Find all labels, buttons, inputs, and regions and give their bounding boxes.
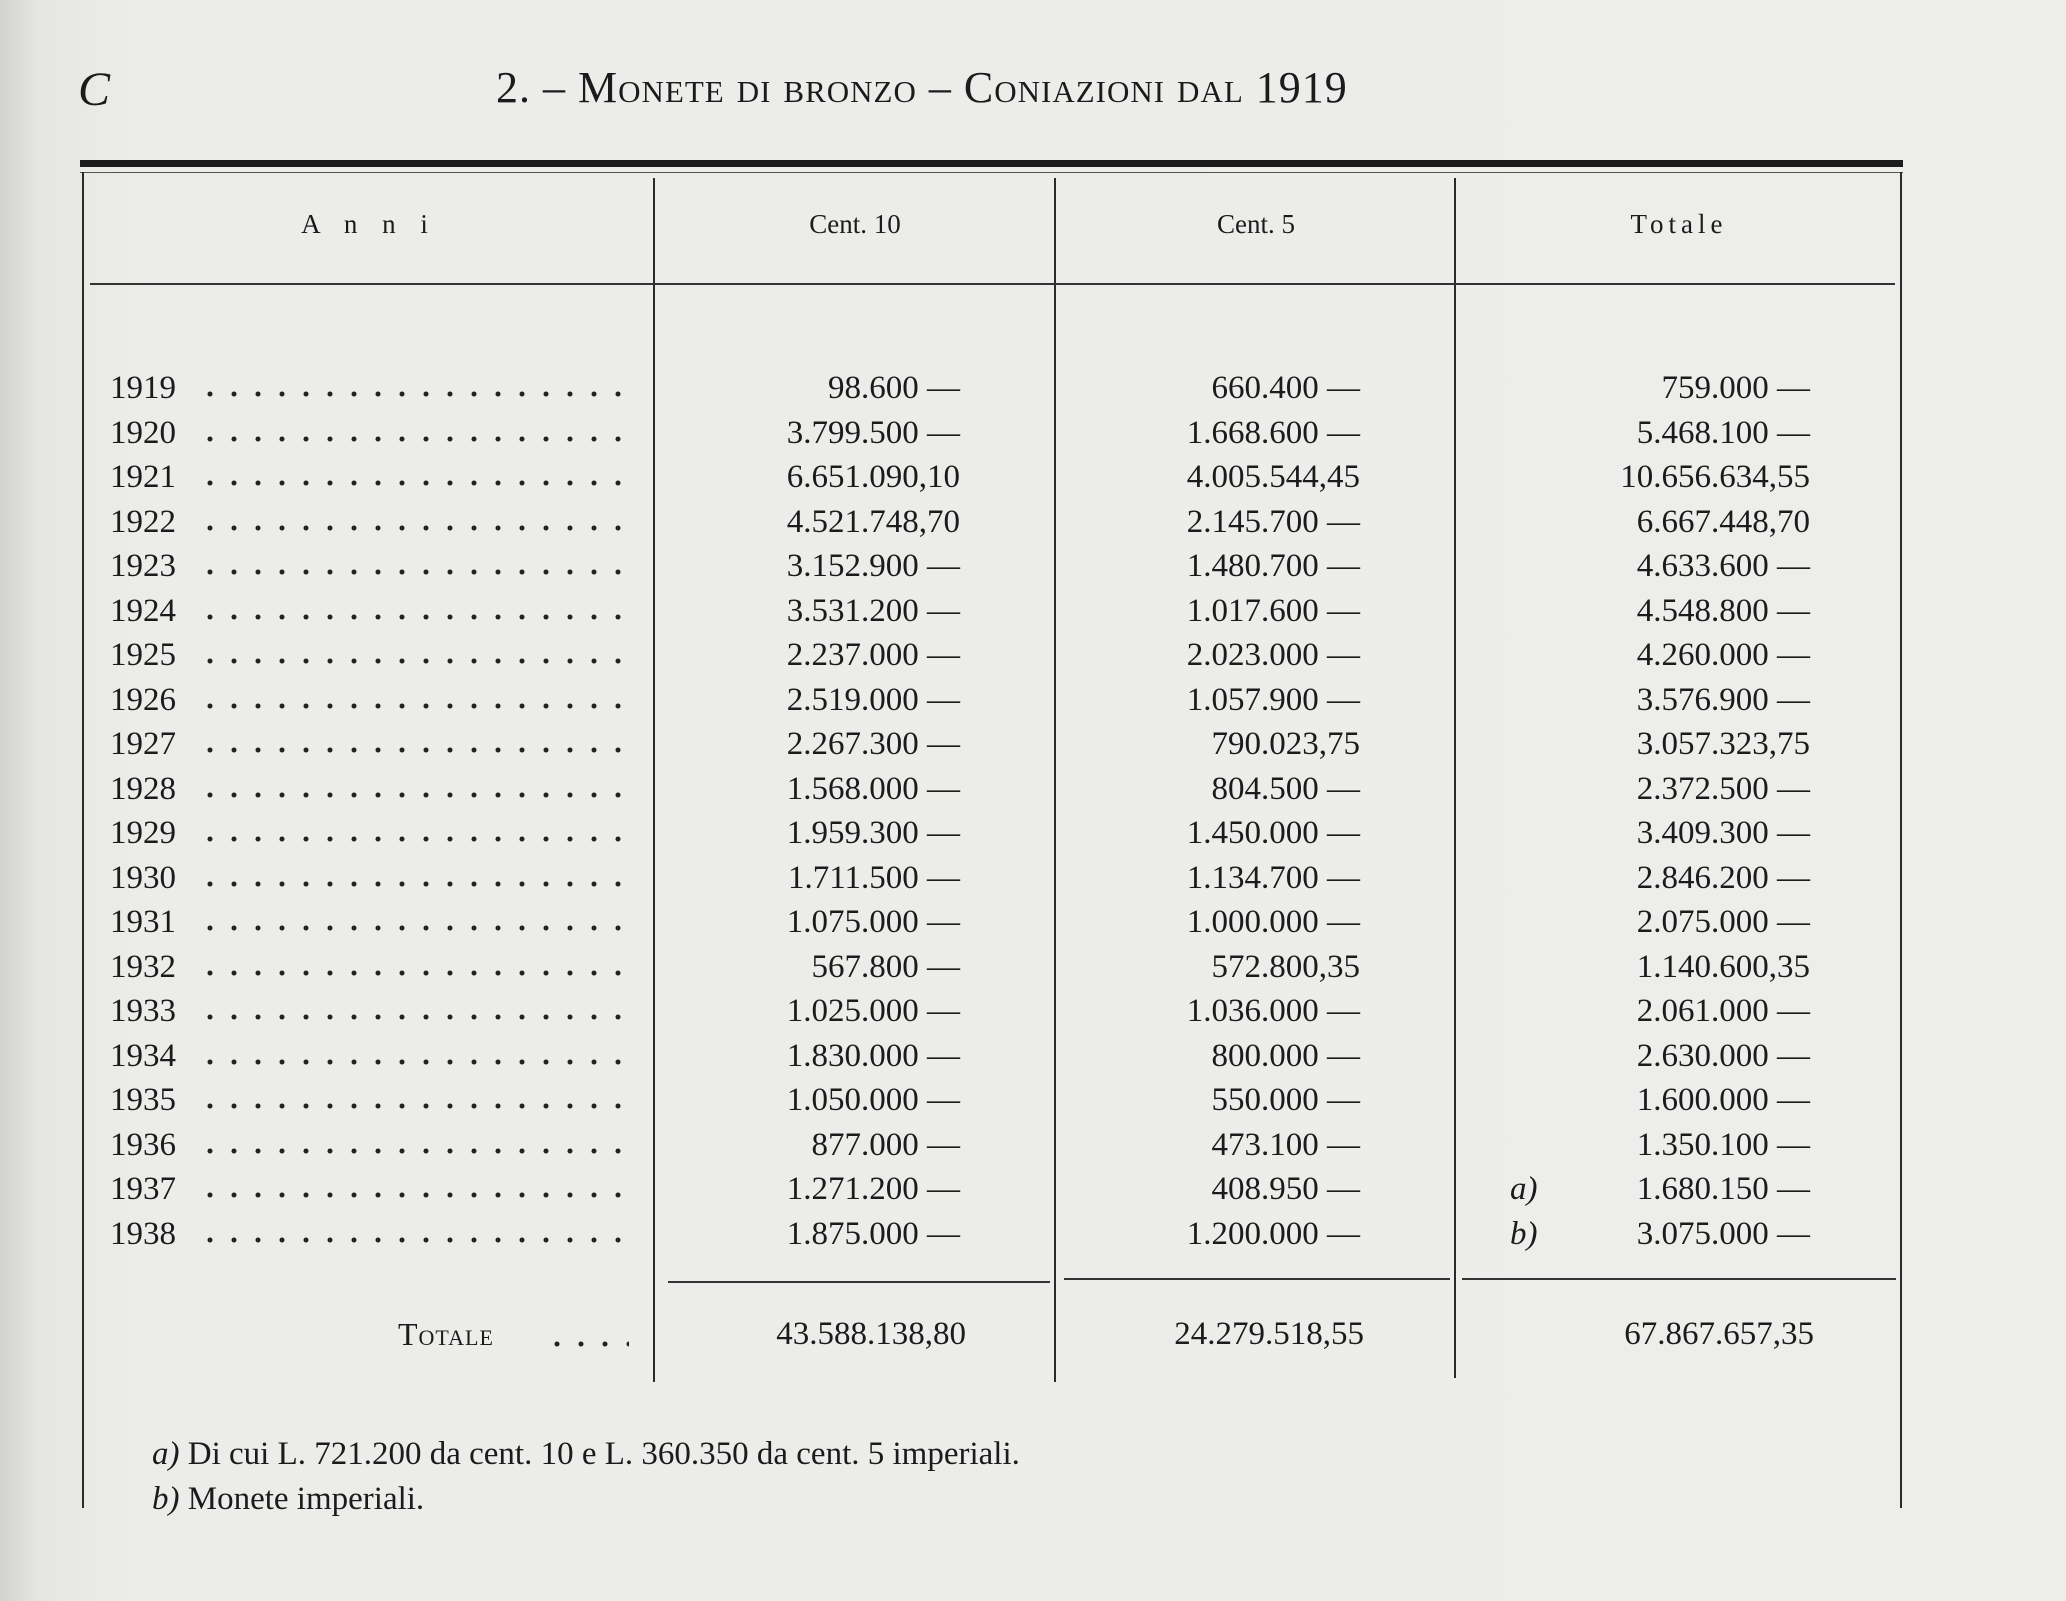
cent10-cell: 1.711.500 — bbox=[787, 859, 960, 896]
cent10-cell: 1.271.200 — bbox=[786, 1171, 960, 1207]
leader-dots bbox=[198, 459, 630, 499]
year-cell: 1937 bbox=[110, 1171, 176, 1207]
footnote-a-marker: a) bbox=[152, 1436, 180, 1472]
leader-dots bbox=[198, 1127, 630, 1167]
totals-label: Totale bbox=[398, 1316, 494, 1352]
cent10-cell: 1.075.000 — bbox=[786, 904, 960, 940]
totals-separator-total bbox=[1462, 1278, 1896, 1280]
total-cell: 2.372.500 — bbox=[1636, 770, 1810, 807]
cent5-cell: 1.668.600 — bbox=[1186, 414, 1360, 451]
cent5-cell: 2.145.700 — bbox=[1186, 503, 1360, 540]
header-separator bbox=[90, 283, 1895, 285]
cent10-cell: 98.600 — bbox=[828, 370, 960, 406]
year-cell: 1920 bbox=[110, 414, 176, 451]
table-row bbox=[0, 1127, 2066, 1171]
leader-dots bbox=[198, 860, 630, 900]
cent5-cell: 1.057.900 — bbox=[1186, 681, 1360, 718]
table-row bbox=[0, 370, 2066, 414]
cent5-cell: 1.200.000 — bbox=[1186, 1215, 1360, 1252]
leader-dots bbox=[198, 415, 630, 455]
cent10-cell: 1.959.300 — bbox=[786, 815, 960, 851]
table-row bbox=[0, 415, 2066, 459]
year-cell: 1921 bbox=[110, 459, 176, 495]
leader-dots bbox=[198, 1082, 630, 1122]
cent5-cell: 660.400 — bbox=[1211, 370, 1360, 406]
cent10-cell: 1.025.000 — bbox=[786, 993, 960, 1029]
cent10-cell: 1.050.000 — bbox=[786, 1082, 960, 1118]
year-cell: 1929 bbox=[110, 815, 176, 851]
cent5-cell: 408.950 — bbox=[1211, 1171, 1360, 1207]
header-cent10: Cent. 10 bbox=[809, 209, 901, 239]
cent5-cell: 804.500 — bbox=[1211, 770, 1360, 807]
total-cell: 5.468.100 — bbox=[1636, 414, 1810, 451]
cent10-cell: 4.521.748,70 bbox=[786, 503, 960, 540]
total-cell: 2.061.000 — bbox=[1636, 993, 1810, 1029]
footnote-a bbox=[152, 1436, 1020, 1473]
cent5-cell: 4.005.544,45 bbox=[1186, 459, 1360, 495]
year-cell: 1934 bbox=[110, 1037, 176, 1074]
cent10-cell: 6.651.090,10 bbox=[786, 459, 960, 495]
table-row bbox=[0, 993, 2066, 1037]
leader-dots bbox=[198, 815, 630, 855]
table-row bbox=[0, 682, 2066, 726]
header-total: Totale bbox=[1630, 209, 1728, 239]
leader-dots bbox=[198, 637, 630, 677]
cent10-cell: 2.237.000 — bbox=[786, 637, 960, 673]
cent5-cell: 790.023,75 bbox=[1211, 726, 1360, 762]
corner-mark: C bbox=[78, 63, 111, 116]
total-cell: 3.576.900 — bbox=[1636, 681, 1810, 718]
total-cell: 759.000 — bbox=[1661, 370, 1810, 406]
leader-dots bbox=[198, 1216, 630, 1256]
table-row bbox=[0, 459, 2066, 503]
year-cell: 1923 bbox=[110, 548, 176, 584]
page-title: 2. – Monete di bronzo – Coniazioni dal 1919 bbox=[496, 63, 1348, 112]
leader-dots bbox=[198, 504, 630, 544]
totals-separator-cent10 bbox=[668, 1281, 1050, 1283]
year-cell: 1925 bbox=[110, 637, 176, 673]
footnote-b bbox=[152, 1481, 424, 1518]
table-top-rule bbox=[80, 160, 1903, 167]
cent10-cell: 1.568.000 — bbox=[786, 770, 960, 807]
cent5-cell: 2.023.000 — bbox=[1186, 637, 1360, 673]
year-cell: 1928 bbox=[110, 770, 176, 807]
totals-separator-cent5 bbox=[1064, 1278, 1450, 1280]
cent10-cell: 3.531.200 — bbox=[786, 592, 960, 629]
total-cell: 6.667.448,70 bbox=[1636, 503, 1810, 540]
leader-dots bbox=[198, 370, 630, 410]
total-cell: 4.633.600 — bbox=[1636, 548, 1810, 584]
leader-dots bbox=[198, 1038, 630, 1078]
table-top-thin-rule bbox=[80, 172, 1903, 173]
year-cell: 1926 bbox=[110, 681, 176, 718]
table-row bbox=[0, 949, 2066, 993]
cent10-cell: 3.799.500 — bbox=[786, 414, 960, 451]
cent5-cell: 1.134.700 — bbox=[1186, 859, 1360, 896]
cent10-cell: 877.000 — bbox=[811, 1126, 960, 1163]
year-cell: 1927 bbox=[110, 726, 176, 762]
table-row bbox=[0, 548, 2066, 592]
total-cell: 1.350.100 — bbox=[1636, 1126, 1810, 1163]
total-cell: 2.846.200 — bbox=[1636, 859, 1810, 896]
table-row bbox=[0, 637, 2066, 681]
footnote-a-text: Di cui L. 721.200 da cent. 10 e L. 360.350 da cent. 5 imperiali. bbox=[187, 1436, 1020, 1472]
cent10-cell: 3.152.900 — bbox=[786, 548, 960, 584]
cent5-cell: 550.000 — bbox=[1211, 1082, 1360, 1118]
total-cell: 3.057.323,75 bbox=[1636, 726, 1810, 762]
total-cell: 1.140.600,35 bbox=[1636, 948, 1810, 985]
footnote-b-text: Monete imperiali. bbox=[187, 1481, 425, 1517]
totals-cent5: 24.279.518,55 bbox=[1174, 1316, 1364, 1352]
total-cell: 2.630.000 — bbox=[1636, 1037, 1810, 1074]
year-cell: 1922 bbox=[110, 503, 176, 540]
table-row bbox=[0, 904, 2066, 948]
total-cell: 3.075.000 — bbox=[1636, 1215, 1810, 1252]
header-cent5: Cent. 5 bbox=[1217, 209, 1295, 239]
year-cell: 1936 bbox=[110, 1126, 176, 1163]
total-cell: 2.075.000 — bbox=[1636, 904, 1810, 940]
year-cell: 1933 bbox=[110, 993, 176, 1029]
total-cell: 10.656.634,55 bbox=[1620, 459, 1810, 495]
footnote-b-marker: b) bbox=[152, 1481, 180, 1517]
table-row bbox=[0, 1216, 2066, 1260]
year-cell: 1924 bbox=[110, 592, 176, 629]
cent5-cell: 572.800,35 bbox=[1211, 948, 1360, 985]
table-row bbox=[0, 1171, 2066, 1215]
table-row bbox=[0, 1082, 2066, 1126]
leader-dots bbox=[198, 993, 630, 1033]
leader-dots bbox=[198, 949, 630, 989]
cent10-cell: 2.519.000 — bbox=[786, 681, 960, 718]
table-row bbox=[0, 860, 2066, 904]
leader-dots bbox=[198, 726, 630, 766]
cent10-cell: 1.875.000 — bbox=[786, 1215, 960, 1252]
table-row bbox=[0, 815, 2066, 859]
year-cell: 1931 bbox=[110, 904, 176, 940]
year-cell: 1938 bbox=[110, 1215, 176, 1252]
table-row bbox=[0, 504, 2066, 548]
year-cell: 1932 bbox=[110, 948, 176, 985]
year-cell: 1930 bbox=[110, 859, 176, 896]
total-cell: 3.409.300 — bbox=[1636, 815, 1810, 851]
table-row bbox=[0, 593, 2066, 637]
total-cell: 4.548.800 — bbox=[1636, 592, 1810, 629]
cent5-cell: 1.480.700 — bbox=[1186, 548, 1360, 584]
leader-dots bbox=[198, 904, 630, 944]
year-cell: 1919 bbox=[110, 370, 176, 406]
total-cell: 4.260.000 — bbox=[1636, 637, 1810, 673]
table-row bbox=[0, 1038, 2066, 1082]
total-cell: 1.600.000 — bbox=[1636, 1082, 1810, 1118]
cent10-cell: 567.800 — bbox=[811, 948, 960, 985]
cent5-cell: 1.000.000 — bbox=[1186, 904, 1360, 940]
footnote-marker: a) bbox=[1510, 1171, 1538, 1207]
cent5-cell: 800.000 — bbox=[1211, 1037, 1360, 1074]
leader-dots bbox=[198, 1171, 630, 1211]
leader-dots bbox=[198, 548, 630, 588]
leader-dots bbox=[198, 682, 630, 722]
leader-dots bbox=[198, 771, 630, 811]
year-cell: 1935 bbox=[110, 1082, 176, 1118]
table-row bbox=[0, 771, 2066, 815]
totals-cent10: 43.588.138,80 bbox=[776, 1316, 966, 1352]
cent5-cell: 1.450.000 — bbox=[1186, 815, 1360, 851]
header-years: A n n i bbox=[301, 209, 437, 239]
footnote-marker: b) bbox=[1510, 1215, 1538, 1252]
cent5-cell: 1.036.000 — bbox=[1186, 993, 1360, 1029]
cent10-cell: 1.830.000 — bbox=[786, 1037, 960, 1074]
totals-grand: 67.867.657,35 bbox=[1624, 1316, 1814, 1352]
cent5-cell: 473.100 — bbox=[1211, 1126, 1360, 1163]
total-cell: 1.680.150 — bbox=[1636, 1171, 1810, 1207]
table-row bbox=[0, 726, 2066, 770]
leader-dots bbox=[198, 593, 630, 633]
cent10-cell: 2.267.300 — bbox=[786, 726, 960, 762]
totals-leader-dots bbox=[545, 1320, 629, 1360]
cent5-cell: 1.017.600 — bbox=[1186, 592, 1360, 629]
